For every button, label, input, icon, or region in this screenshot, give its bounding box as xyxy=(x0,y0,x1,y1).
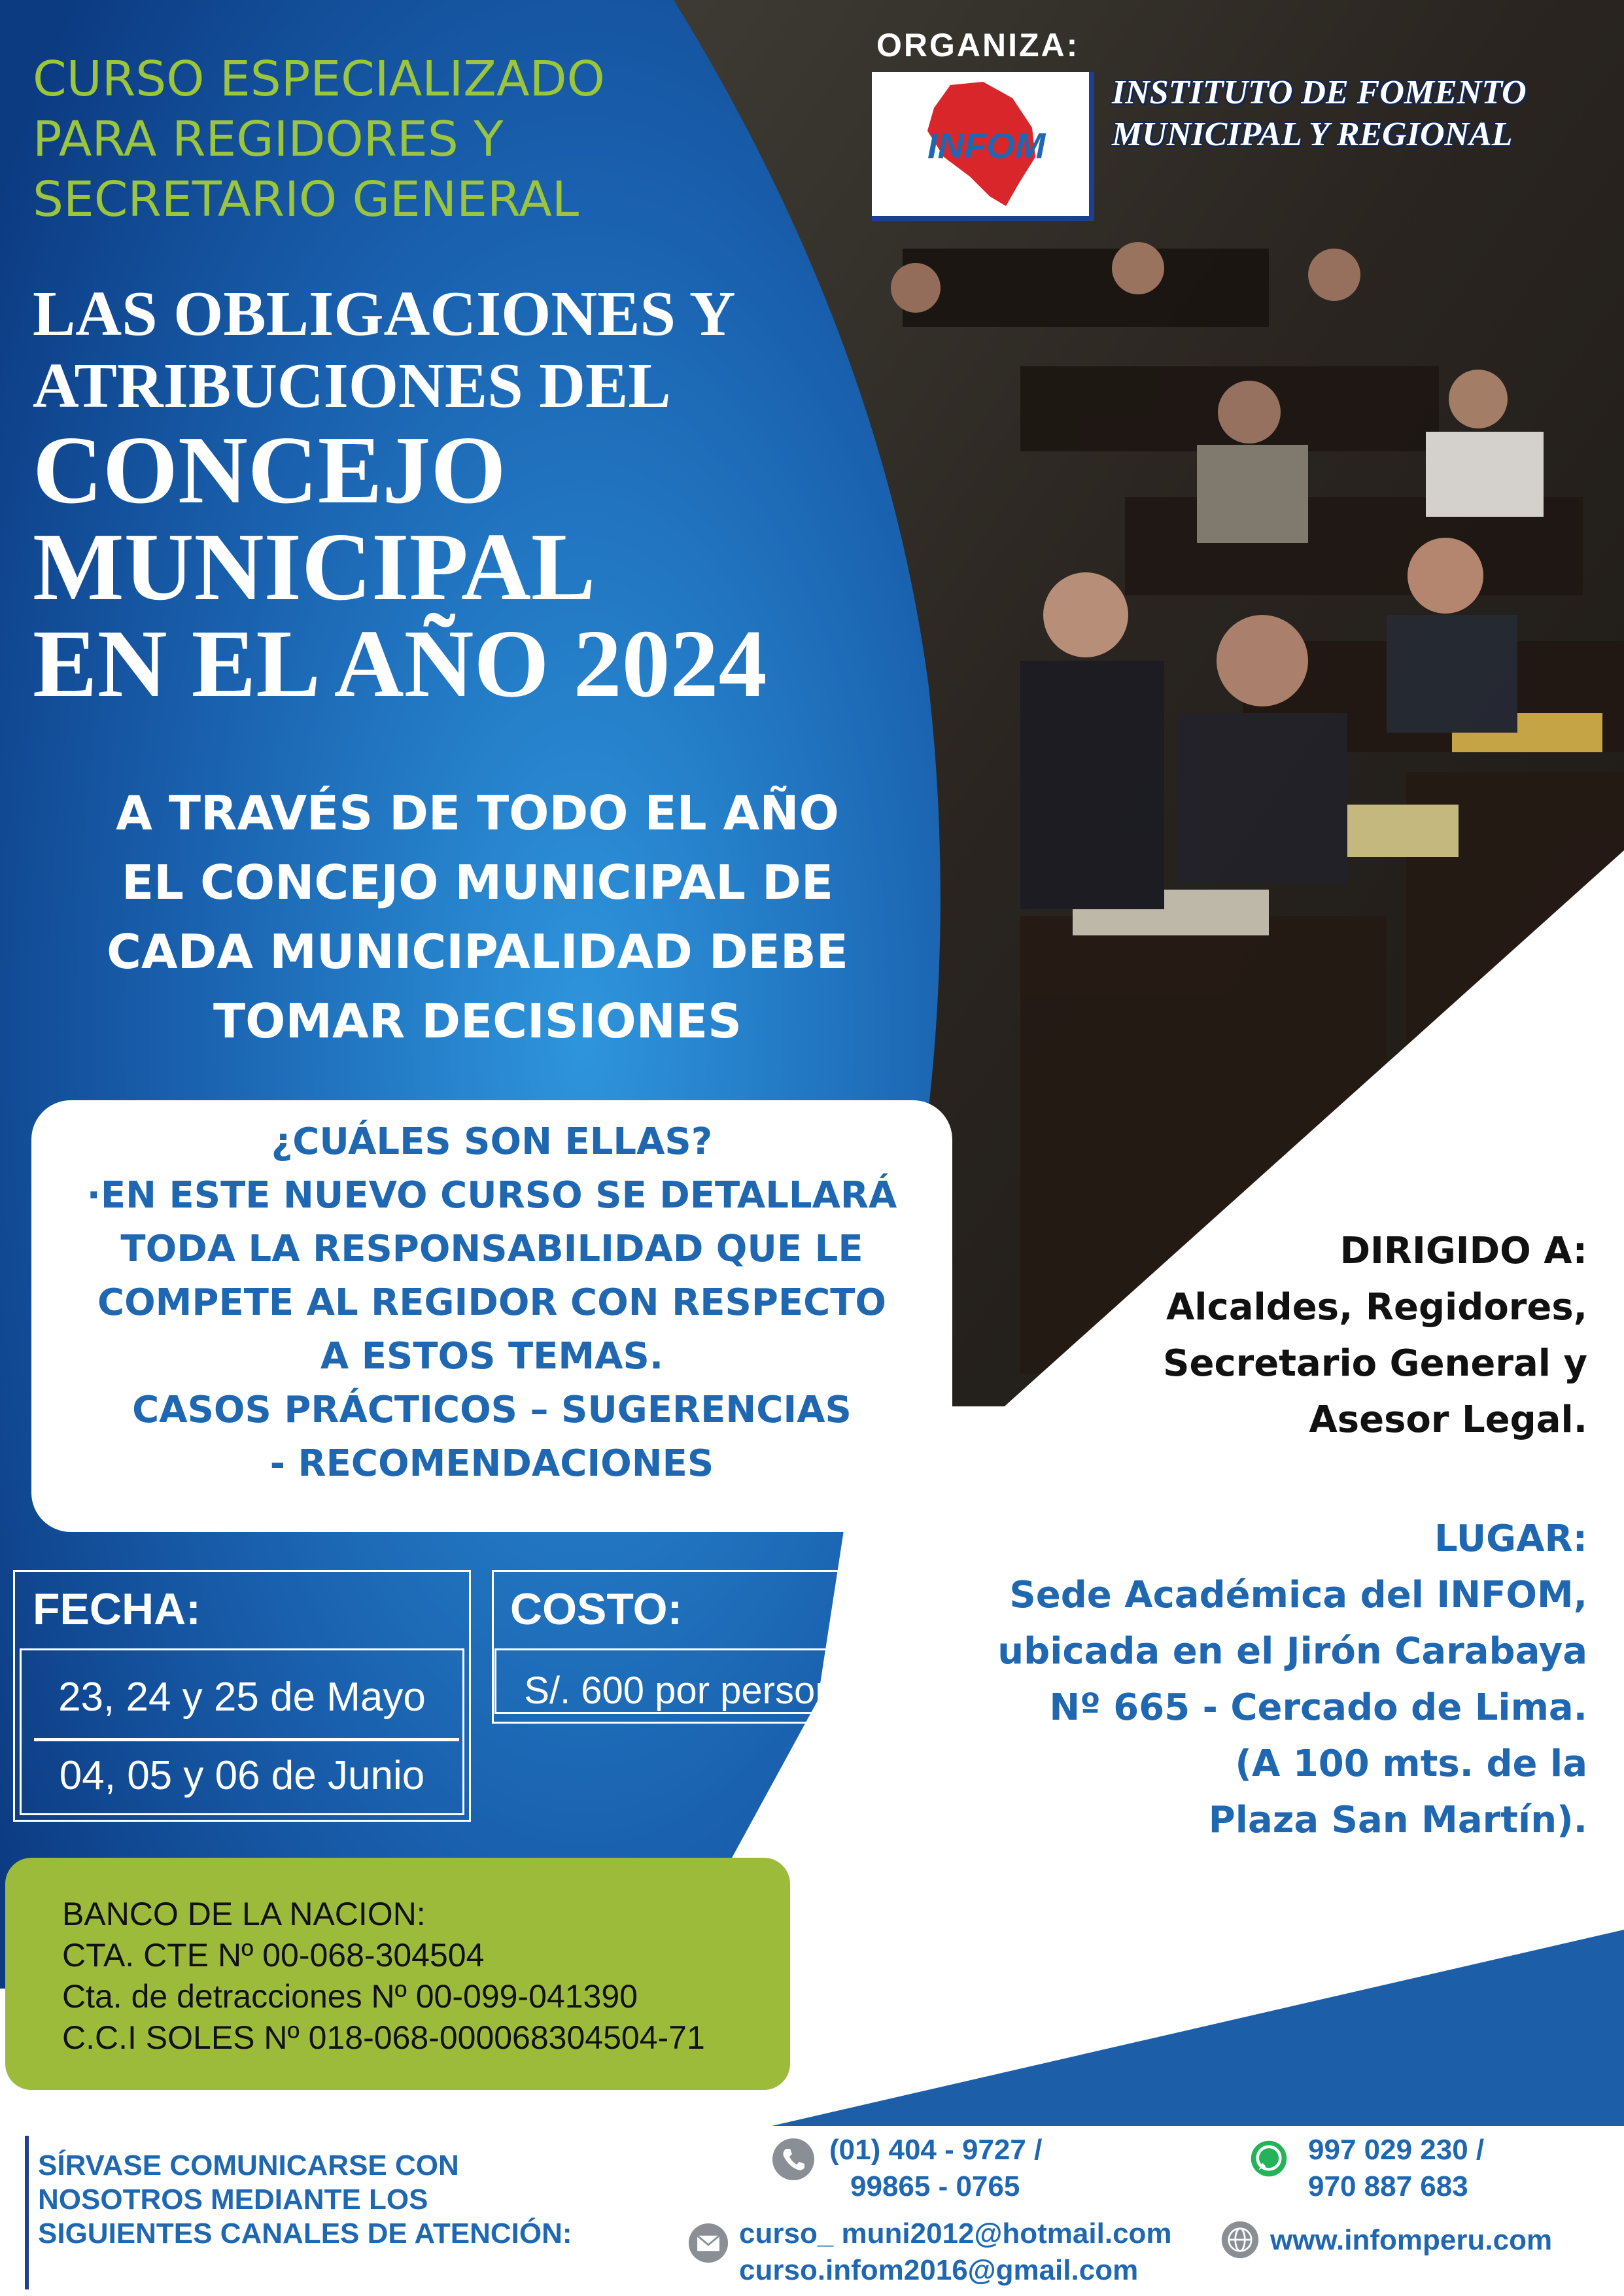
globe-icon xyxy=(1220,2220,1260,2259)
email-1[interactable]: curso_ muni2012@hotmail.com xyxy=(739,2218,1172,2250)
organiza-label: ORGANIZA: xyxy=(876,27,1080,63)
subtitle: A TRAVÉS DE TODO EL AÑO EL CONCEJO MUNICIPAL DE CADA MUNICIPALIDAD DEBE TOMAR DECISIONES xyxy=(107,786,848,1049)
website-link[interactable]: www.infomperu.com xyxy=(1270,2224,1553,2256)
fecha-divider xyxy=(34,1738,459,1741)
whatsapp-number-2[interactable]: 970 887 683 xyxy=(1308,2170,1468,2202)
title-main: CONCEJO MUNICIPAL EN EL AÑO 2024 xyxy=(33,417,767,718)
info-text: ¿CUÁLES SON ELLAS? ·EN ESTE NUEVO CURSO SE DETALLARÁ TODA LA RESPONSABILIDAD QUE LE COMPETE AL REGIDOR CON RESPECTO A ESTOS TEMAS. CASOS PRÁCTICOS – SUGERENCIAS - RECOMENDACIONES xyxy=(86,1121,897,1485)
phone-number-1[interactable]: (01) 404 - 9727 / xyxy=(829,2134,1043,2166)
mail-icon xyxy=(688,2223,729,2263)
bank-details: BANCO DE LA NACION: CTA. CTE Nº 00-068-304504 Cta. de detracciones Nº 00-099-041390 C.C.I SOLES Nº 018-068-000068304504-71 xyxy=(62,1896,705,2056)
organizer-name: INSTITUTO DE FOMENTO MUNICIPAL Y REGIONAL xyxy=(1112,74,1527,153)
title-intro: LAS OBLIGACIONES Y ATRIBUCIONES DEL xyxy=(33,279,736,421)
phone-icon xyxy=(772,2138,815,2181)
lugar-block: LUGAR: Sede Académica del INFOM, ubicada en el Jirón Carabaya Nº 665 - Cercado de Lima. (A 100 mts. de la Plaza San Martín). xyxy=(997,1518,1587,1841)
contact-title: SÍRVASE COMUNICARSE CON NOSOTROS MEDIANTE LOS SIGUIENTES CANALES DE ATENCIÓN: xyxy=(38,2149,572,2250)
contact-divider xyxy=(25,2136,29,2289)
fecha-date-1: 23, 24 y 25 de Mayo xyxy=(58,1675,426,1720)
costo-value: S/. 600 por persona xyxy=(524,1669,857,1712)
fecha-date-2: 04, 05 y 06 de Junio xyxy=(59,1753,425,1798)
logo-text: INFOM xyxy=(927,125,1046,166)
course-kicker: CURSO ESPECIALIZADO PARA REGIDORES Y SECRETARIO GENERAL xyxy=(33,51,605,228)
email-2[interactable]: curso.infom2016@gmail.com xyxy=(739,2254,1139,2286)
costo-label: COSTO: xyxy=(510,1584,683,1634)
dirigido-block: DIRIGIDO A: Alcaldes, Regidores, Secretario General y Asesor Legal. xyxy=(1163,1230,1587,1441)
phone-number-2[interactable]: 99865 - 0765 xyxy=(850,2170,1020,2202)
whatsapp-icon xyxy=(1249,2139,1288,2178)
whatsapp-number-1[interactable]: 997 029 230 / xyxy=(1308,2134,1485,2166)
fecha-label: FECHA: xyxy=(33,1584,201,1634)
